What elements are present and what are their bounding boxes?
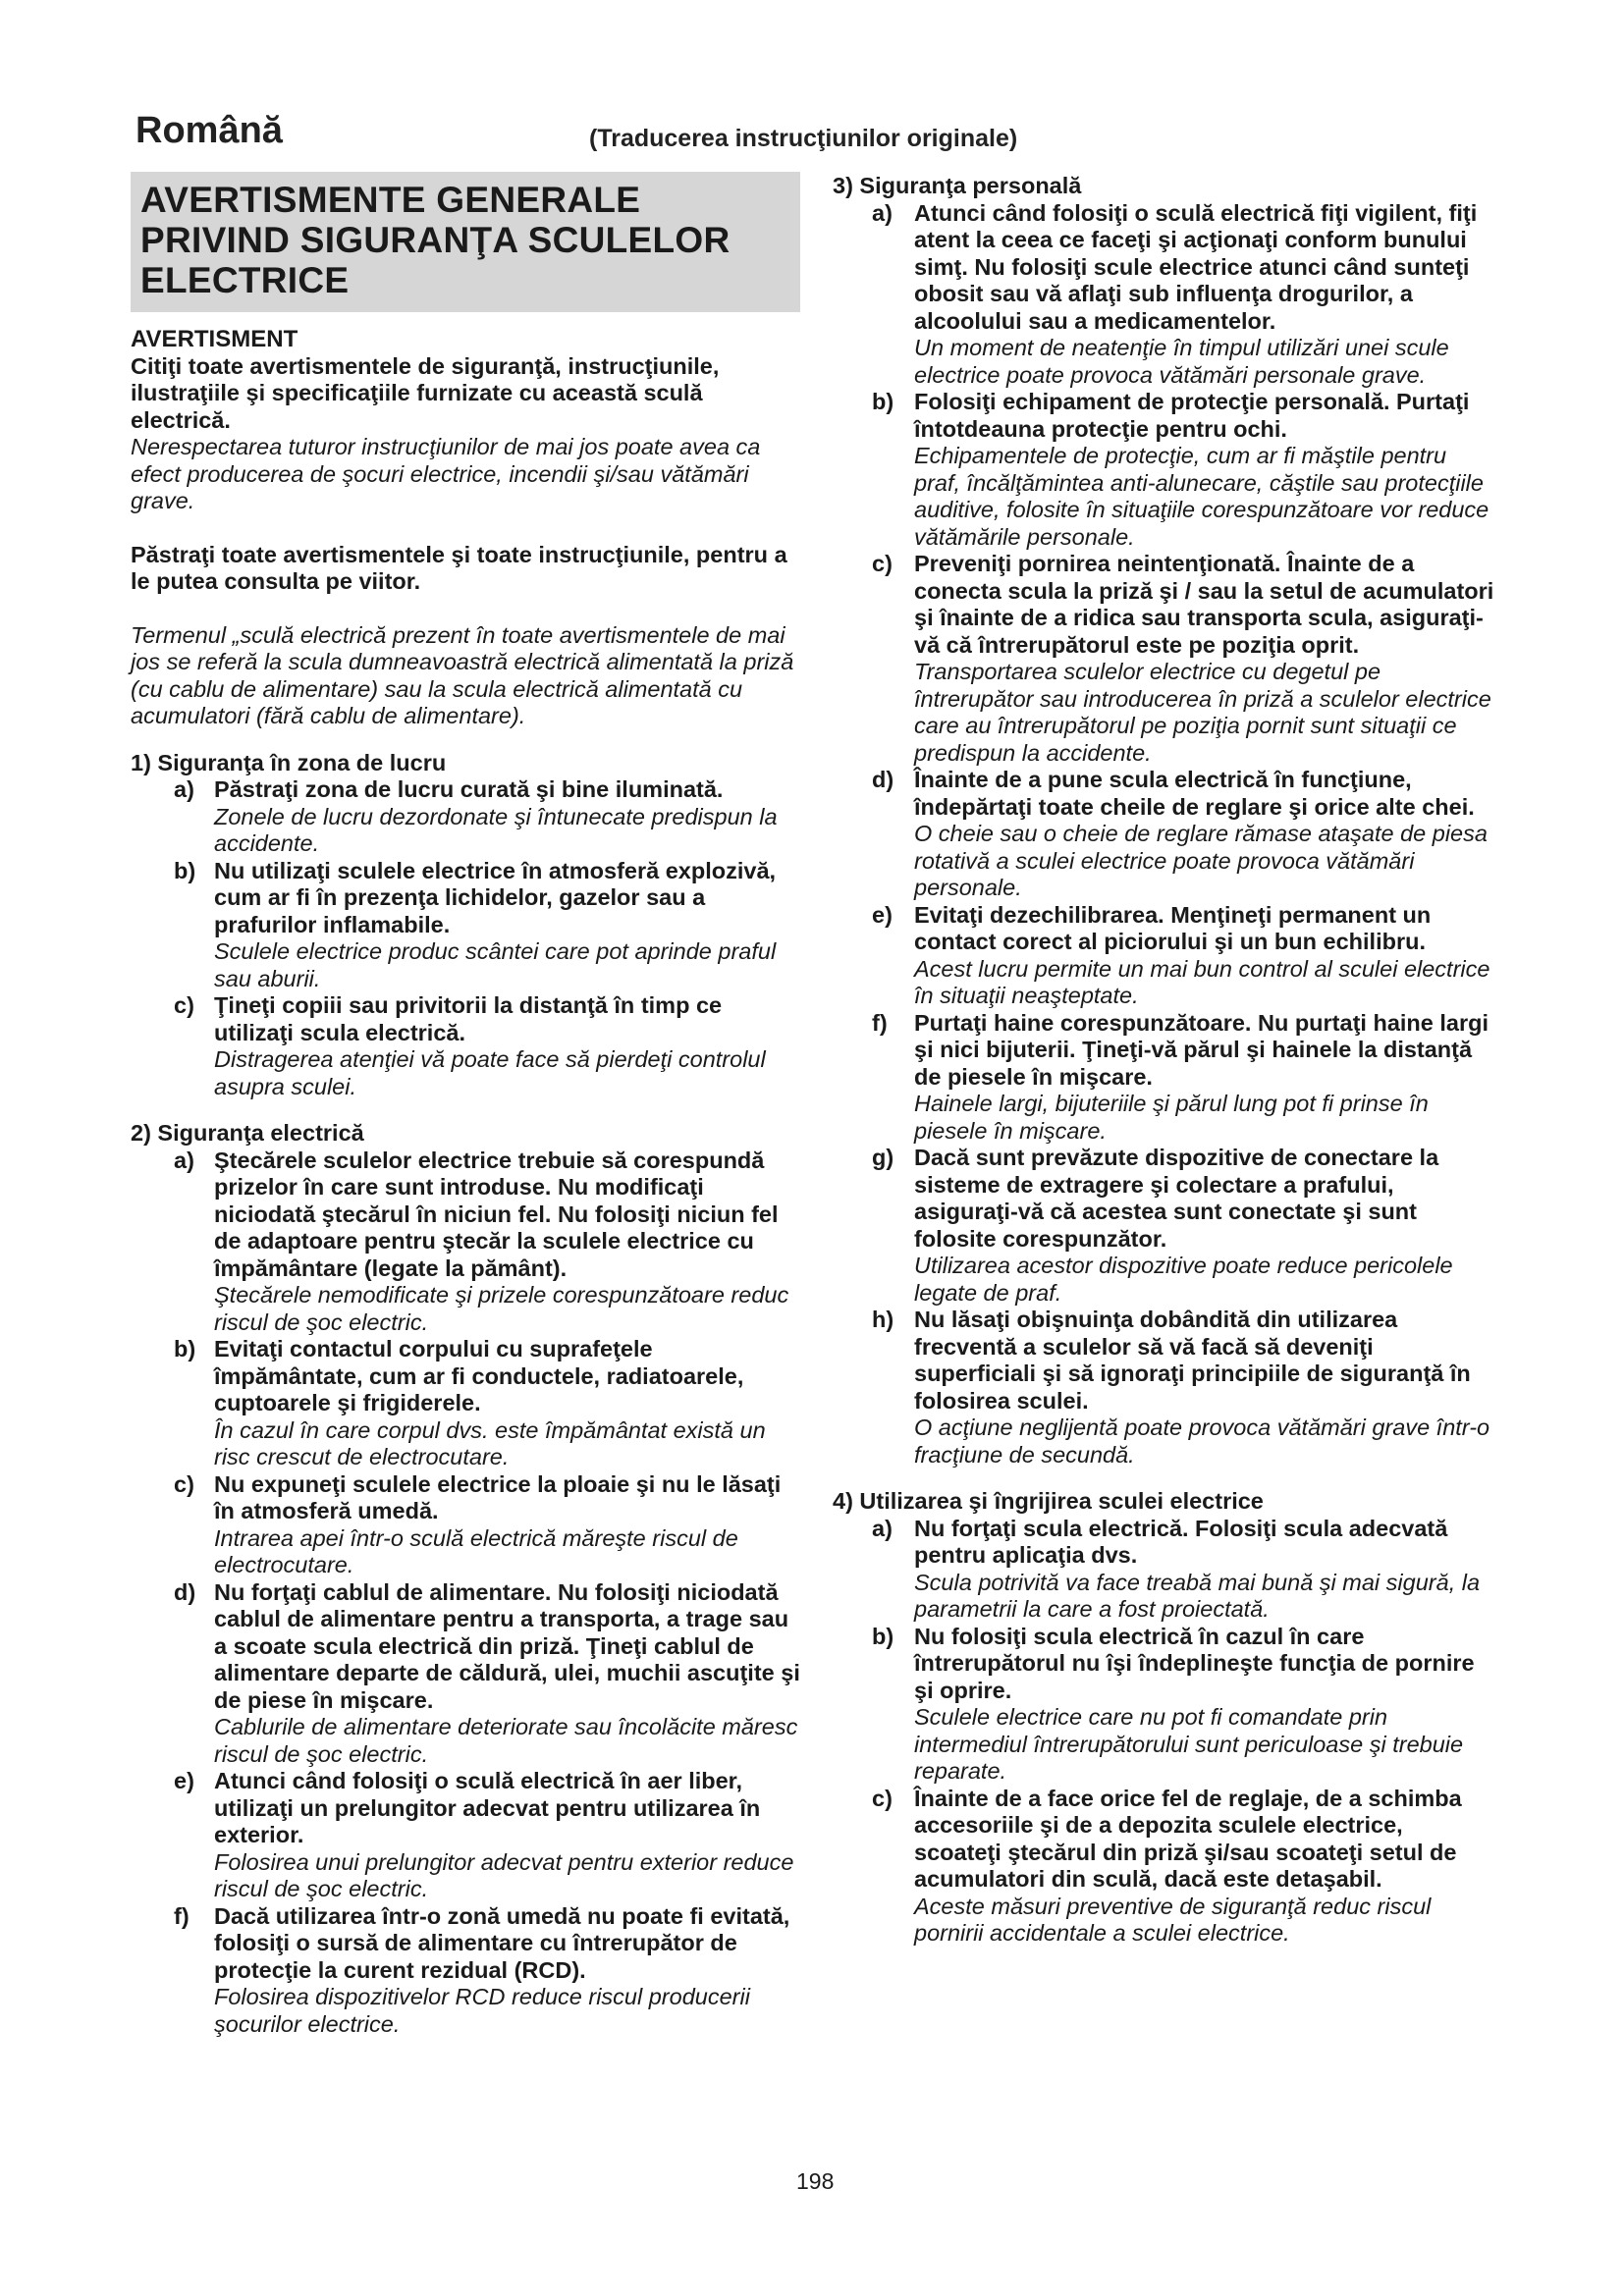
- item-note: Sculele electrice produc scântei care pot aprinde praful sau aburii.: [214, 938, 777, 991]
- page-number: 198: [796, 2168, 835, 2194]
- section-title: 3) Siguranţa personală: [833, 173, 1082, 198]
- section-work-area: [131, 750, 800, 1101]
- section-electrical: [131, 1120, 800, 2038]
- item-bold: Nu forţaţi scula electrică. Folosiţi scula adecvată pentru aplicaţia dvs.: [914, 1515, 1448, 1568]
- item-bold: Înainte de a pune scula electrică în funcţiune, îndepărtaţi toate cheile de reglare şi orice alte chei.: [914, 767, 1475, 820]
- list-item: [131, 1148, 800, 1337]
- item-label: e): [872, 901, 893, 928]
- item-note: Folosirea unui prelungitor adecvat pentru exterior reduce riscul de şoc electric.: [214, 1848, 794, 1901]
- list-item: [131, 1471, 800, 1579]
- list-item: [833, 1010, 1496, 1146]
- item-bold: Purtaţi haine corespunzătoare. Nu purtaţi haine largi şi nici bijuterii. Ţineţi-vă părul şi hainele la distanţă de piesele în mişcare.: [914, 1009, 1489, 1090]
- list-item: [833, 902, 1496, 1010]
- item-note: Cablurile de alimentare deteriorate sau încolăcite măresc riscul de şoc electric.: [214, 1714, 798, 1767]
- list-item: [833, 1145, 1496, 1307]
- item-note: Intrarea apei într-o sculă electrică măreşte riscul de electrocutare.: [214, 1524, 738, 1577]
- section-title: 2) Siguranţa electrică: [131, 1120, 364, 1146]
- item-note: Echipamentele de protecţie, cum ar fi măştile pentru praf, încălţămintea anti-alunecare, căştile sau protecţiile auditive, folosite în situaţiile corespunzătoare vor reduce vătămările personale.: [914, 443, 1489, 550]
- item-bold: Înainte de a face orice fel de reglaje, de a schimba accesoriile şi de a depozita sculele electrice, scoateţi ştecărul din priză şi/sau scoateţi setul de acumulatori din sculă, dacă este detaşabil.: [914, 1785, 1462, 1892]
- section-title: 1) Siguranţa în zona de lucru: [131, 749, 447, 775]
- item-note: Hainele largi, bijuteriile şi părul lung pot fi prinse în piesele în mişcare.: [914, 1091, 1429, 1144]
- item-bold: Nu lăsaţi obişnuinţa dobândită din utilizarea frecventă a sculelor să vă facă să deveniţi superficiali şi să ignoraţi principiile de siguranţă în folosirea sculei.: [914, 1307, 1471, 1414]
- list-item: [833, 200, 1496, 390]
- item-label: c): [872, 1785, 893, 1811]
- item-label: b): [872, 1623, 894, 1649]
- list-item: [833, 1624, 1496, 1786]
- item-note: Aceste măsuri preventive de siguranţă reduc riscul pornirii accidentale a sculei electrice.: [914, 1893, 1432, 1946]
- item-label: a): [872, 1515, 893, 1541]
- item-label: f): [872, 1009, 888, 1036]
- item-label: a): [174, 776, 194, 802]
- item-label: b): [872, 389, 894, 414]
- item-label: c): [872, 551, 893, 576]
- item-note: Ştecărele nemodificate şi prizele corespunzătoare reduc riscul de şoc electric.: [214, 1282, 789, 1335]
- item-note: Acest lucru permite un mai bun control al sculei electrice în situaţii neaşteptate.: [914, 955, 1490, 1008]
- warning-heading: AVERTISMENT: [131, 326, 298, 352]
- list-item: [833, 1786, 1496, 1948]
- list-item: [131, 1579, 800, 1769]
- item-note: Sculele electrice care nu pot fi comandate prin intermediul întrerupătorului sunt periculoase şi trebuie reparate.: [914, 1704, 1464, 1784]
- list-item: [131, 1336, 800, 1471]
- list-item: [833, 767, 1496, 902]
- list-item: [131, 776, 800, 858]
- item-label: b): [174, 1336, 196, 1362]
- item-label: a): [872, 199, 893, 226]
- language-heading: Română: [135, 110, 283, 151]
- item-label: h): [872, 1307, 894, 1332]
- list-item: [833, 1307, 1496, 1468]
- list-item: [833, 389, 1496, 551]
- list-item: [131, 1768, 800, 1903]
- item-bold: Nu folosiţi scula electrică în cazul în care întrerupătorul nu îşi îndeplineşte funcţia de pornire şi oprire.: [914, 1623, 1475, 1703]
- item-label: d): [174, 1578, 196, 1605]
- section-title: 4) Utilizarea şi îngrijirea sculei electrice: [833, 1488, 1264, 1514]
- item-bold: Păstraţi zona de lucru curată şi bine iluminată.: [214, 776, 724, 802]
- item-bold: Dacă utilizarea într-o zonă umedă nu poate fi evitată, folosiţi o sursă de alimentare cu întrerupător de protecţie la curent rezidual (RCD).: [214, 1902, 790, 1983]
- item-label: c): [174, 992, 194, 1018]
- item-label: b): [174, 857, 196, 883]
- item-bold: Ţineţi copiii sau privitorii la distanţă în timp ce utilizaţi scula electrică.: [214, 992, 723, 1045]
- item-bold: Evitaţi dezechilibrarea. Menţineţi permanent un contact corect al piciorului şi un bun echilibru.: [914, 901, 1432, 954]
- page-title: AVERTISMENTE GENERALE PRIVIND SIGURANŢA SCULELOR ELECTRICE: [131, 172, 800, 312]
- item-note: În cazul în care corpul dvs. este împământat există un risc crescut de electrocutare.: [214, 1416, 766, 1469]
- term-definition: Termenul „sculă electrică prezent în toate avertismentele de mai jos se referă la scula dumneavoastră electrică alimentată la priză (cu cablu de alimentare) sau la scula electrică alimentată cu acumulatori (fără cablu de alimentare).: [131, 621, 794, 728]
- section-personal-safety: [833, 173, 1496, 1468]
- keep-instructions: Păstraţi toate avertismentele şi toate instrucţiunile, pentru a le putea consulta pe viitor.: [131, 541, 787, 594]
- list-item: [833, 1516, 1496, 1624]
- item-bold: Nu forţaţi cablul de alimentare. Nu folosiţi niciodată cablul de alimentare pentru a transporta, a trage sau a scoate scula electrică din priză. Ţineţi cablul de alimentare departe de căldură, ulei, muchii ascuţite şi de piese în mişcare.: [214, 1578, 800, 1713]
- warning-bold-text: Citiţi toate avertismentele de siguranţă, instrucţiunile, ilustraţiile şi specificaţiile furnizate cu această sculă electrică.: [131, 352, 720, 433]
- item-note: O cheie sau o cheie de reglare rămase ataşate de piesa rotativă a sculei electrice poate provoca vătămări personale.: [914, 821, 1488, 900]
- list-item: [131, 858, 800, 993]
- item-label: d): [872, 767, 894, 792]
- item-label: g): [872, 1145, 894, 1170]
- item-note: Zonele de lucru dezordonate şi întunecate predispun la accidente.: [214, 803, 778, 856]
- item-bold: Atunci când folosiţi o sculă electrică fiţi vigilent, fiţi atent la ceea ce faceţi şi acţionaţi conform bunului simţ. Nu folosiţi scule electrice atunci când sunteţi obosit sau vă aflaţi sub influenţa drogurilor, a alcoolului sau a medicamentelor.: [914, 199, 1478, 334]
- item-label: a): [174, 1147, 194, 1173]
- item-label: e): [174, 1768, 194, 1793]
- list-item: [833, 551, 1496, 767]
- item-bold: Preveniţi pornirea neintenţionată. Înainte de a conecta scula la priză şi / sau la setul de acumulatori şi înainte de a ridica sau transporta scula, asiguraţi-vă că întrerupătorul este pe poziţia oprit.: [914, 551, 1494, 658]
- item-note: Un moment de neatenţie în timpul utilizări unei scule electrice poate provoca vătămări personale grave.: [914, 335, 1449, 388]
- item-label: c): [174, 1470, 194, 1497]
- item-bold: Nu utilizaţi sculele electrice în atmosferă explozivă, cum ar fi în prezenţa lichidelor, gazelor sau a prafurilor inflamabile.: [214, 857, 777, 937]
- item-bold: Atunci când folosiţi o sculă electrică în aer liber, utilizaţi un prelungitor adecvat pentru utilizarea în exterior.: [214, 1768, 761, 1847]
- item-bold: Dacă sunt prevăzute dispozitive de conectare la sisteme de extragere şi colectare a prafului, asiguraţi-vă că acestea sunt conectate şi sunt folosite corespunzător.: [914, 1145, 1439, 1252]
- item-bold: Evitaţi contactul corpului cu suprafeţele împământate, cum ar fi conductele, radiatoarele, cuptoarele şi frigiderele.: [214, 1336, 744, 1415]
- item-note: Scula potrivită va face treabă mai bună şi mai sigură, la parametrii la care a fost proiectată.: [914, 1569, 1481, 1622]
- item-label: f): [174, 1902, 189, 1929]
- list-item: [131, 1903, 800, 2039]
- item-note: Utilizarea acestor dispozitive poate reduce pericolele legate de praf.: [914, 1253, 1453, 1306]
- translation-subtitle: (Traducerea instrucţiunilor originale): [589, 125, 1018, 152]
- section-tool-use-care: [833, 1488, 1496, 1948]
- item-note: Distragerea atenţiei vă poate face să pierdeţi controlul asupra sculei.: [214, 1046, 766, 1099]
- item-bold: Nu expuneţi sculele electrice la ploaie şi nu le lăsaţi în atmosferă umedă.: [214, 1470, 782, 1523]
- item-bold: Ştecărele sculelor electrice trebuie să corespundă prizelor în care sunt introduse. Nu modificaţi niciodată ştecărul în niciun fel. Nu folosiţi niciun fel de adaptoare pentru ştecăr la sculele electrice cu împământare (legate la pământ).: [214, 1147, 779, 1281]
- left-column: [131, 172, 800, 2038]
- item-note: Transportarea sculelor electrice cu degetul pe întrerupător sau introducerea în priză a sculelor electrice care au întrerupătorul pe poziţia pornit sunt situaţii ce predispun la accidente.: [914, 659, 1491, 766]
- list-item: [131, 992, 800, 1100]
- right-column: [833, 173, 1496, 1948]
- warning-note: Nerespectarea tuturor instrucţiunilor de mai jos poate avea ca efect producerea de şocuri electrice, incendii şi/sau vătămări grave.: [131, 434, 761, 513]
- item-bold: Folosiţi echipament de protecţie personală. Purtaţi întotdeauna protecţie pentru ochi.: [914, 389, 1470, 442]
- item-note: O acţiune neglijentă poate provoca vătămări grave într-o fracţiune de secundă.: [914, 1415, 1490, 1468]
- item-note: Folosirea dispozitivelor RCD reduce riscul producerii şocurilor electrice.: [214, 1984, 750, 2037]
